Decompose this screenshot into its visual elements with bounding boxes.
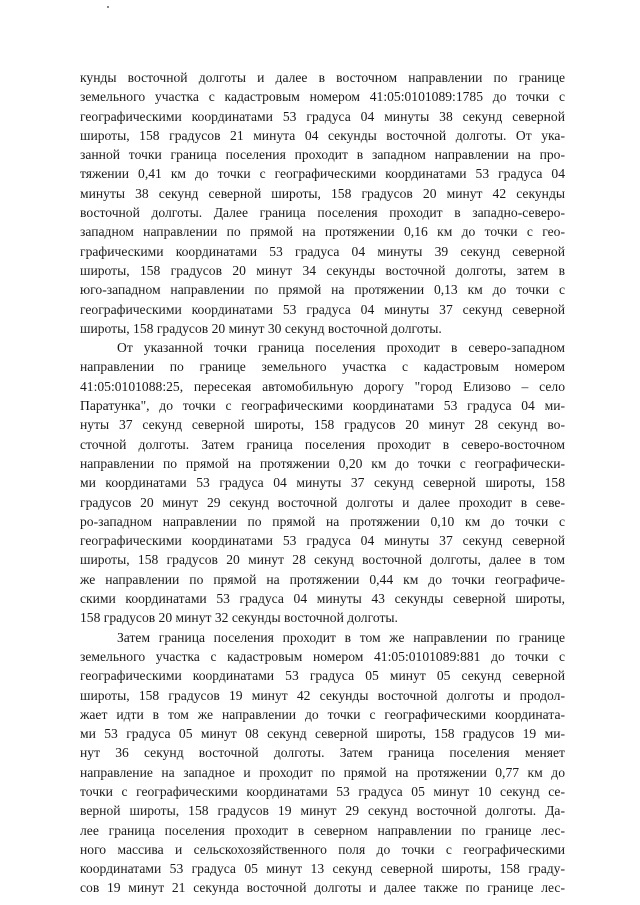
text-line: географическими координатами 53 градуса 04 минуты 37 секунд северной bbox=[80, 533, 565, 549]
text-line: лее граница поселения проходит в северном направлении по границе лес- bbox=[80, 822, 565, 838]
text-line: графическими координатами 53 градуса 04 минуты 39 секунд северной bbox=[80, 243, 565, 259]
text-line: ми 53 градуса 05 минут 08 секунд северной широты, 158 градусов 19 ми- bbox=[80, 726, 565, 742]
text-line: тяжении 0,41 км до точки с географическими координатами 53 градуса 04 bbox=[80, 166, 565, 182]
text-line: сов 19 минут 21 секунда восточной долготы и далее также по границе лес- bbox=[80, 880, 565, 896]
text-line: земельного участка с кадастровым номером 41:05:0101089:1785 до точки с bbox=[80, 89, 565, 105]
text-line: верной широты, 158 градусов 19 минут 29 секунд восточной долготы. Да- bbox=[80, 803, 565, 819]
text-line: градусов 20 минут 29 секунд восточной долготы и далее проходит в севе- bbox=[80, 494, 565, 510]
text-line: скими координатами 53 градуса 04 минуты 43 секунды северной широты, bbox=[80, 591, 565, 607]
text-line: географическими координатами 53 градуса 04 минуты 37 секунд северной bbox=[80, 301, 565, 317]
text-line: широты, 158 градусов 21 минута 04 секунды восточной долготы. От ука- bbox=[80, 127, 565, 143]
text-line: широты, 158 градусов 20 минут 28 секунд восточной долготы, далее в том bbox=[80, 552, 565, 568]
document-page bbox=[80, 68, 565, 898]
text-line: жает идти в том же направлении до точки с географическими координата- bbox=[80, 706, 565, 722]
paragraph bbox=[80, 338, 565, 627]
text-line: юго-западном направлении по прямой на протяжении 0,13 км до точки с bbox=[80, 282, 565, 298]
text-line: направление на западное и проходит по прямой на протяжении 0,77 км до bbox=[80, 764, 565, 780]
paragraph bbox=[80, 68, 565, 338]
text-line: минуты 38 секунд северной широты, 158 градусов 20 минут 42 секунды bbox=[80, 185, 565, 201]
text-line: географическими координатами 53 градуса 05 минут 05 секунд северной bbox=[80, 668, 565, 684]
paragraph bbox=[80, 628, 565, 898]
text-line: направлении по границе земельного участка с кадастровым номером bbox=[80, 359, 565, 375]
text-line: ро-западном направлении по прямой на протяжении 0,10 км до точки с bbox=[80, 513, 565, 529]
text-line: широты, 158 градусов 20 минут 34 секунды восточной долготы, затем в bbox=[80, 262, 565, 278]
text-line: ми координатами 53 градуса 04 минуты 37 секунд северной широты, 158 bbox=[80, 475, 565, 491]
text-line: От указанной точки граница поселения проходит в северо-западном bbox=[117, 340, 565, 356]
text-line: нуты 37 секунд северной широты, 158 градусов 20 минут 28 секунд во- bbox=[80, 417, 565, 433]
text-line: занной точки граница поселения проходит в западном направлении на про- bbox=[80, 147, 565, 163]
text-line: Паратунка", до точки с географическими координатами 53 градуса 04 ми- bbox=[80, 398, 565, 414]
text-line: Затем граница поселения проходит в том же направлении по границе bbox=[117, 629, 565, 645]
text-line: земельного участка с кадастровым номером 41:05:0101089:881 до точки с bbox=[80, 648, 565, 664]
text-line: координатами 53 градуса 05 минут 13 секунд северной широты, 158 граду- bbox=[80, 861, 565, 877]
text-line: 41:05:0101088:25, пересекая автомобильную дорогу "город Елизово – село bbox=[80, 378, 565, 394]
scan-speck bbox=[107, 6, 109, 8]
text-line: широты, 158 градусов 20 минут 30 секунд восточной долготы. bbox=[80, 320, 442, 336]
text-line: сточной долготы. Затем граница поселения проходит в северо-восточном bbox=[80, 436, 565, 452]
text-line: нут 36 секунд восточной долготы. Затем граница поселения меняет bbox=[80, 745, 565, 761]
text-line: точки с географическими координатами 53 градуса 05 минут 10 секунд се- bbox=[80, 783, 565, 799]
text-line: же направлении по прямой на протяжении 0,44 км до точки географиче- bbox=[80, 571, 565, 587]
text-line: 158 градусов 20 минут 32 секунды восточной долготы. bbox=[80, 610, 398, 626]
text-line: направлении по прямой на протяжении 0,20 км до точки с географически- bbox=[80, 455, 565, 471]
text-line: западном направлении по прямой на протяжении 0,16 км до точки с гео- bbox=[80, 224, 565, 240]
text-line: ного массива и сельскохозяйственного поля до точки с географическими bbox=[80, 841, 565, 857]
text-line: широты, 158 градусов 19 минут 42 секунды восточной долготы и продол- bbox=[80, 687, 565, 703]
text-line: восточной долготы. Далее граница поселения проходит в западно-северо- bbox=[80, 205, 565, 221]
text-line: кунды восточной долготы и далее в восточном направлении по границе bbox=[80, 70, 565, 85]
text-line: географическими координатами 53 градуса 04 минуты 38 секунд северной bbox=[80, 108, 565, 124]
